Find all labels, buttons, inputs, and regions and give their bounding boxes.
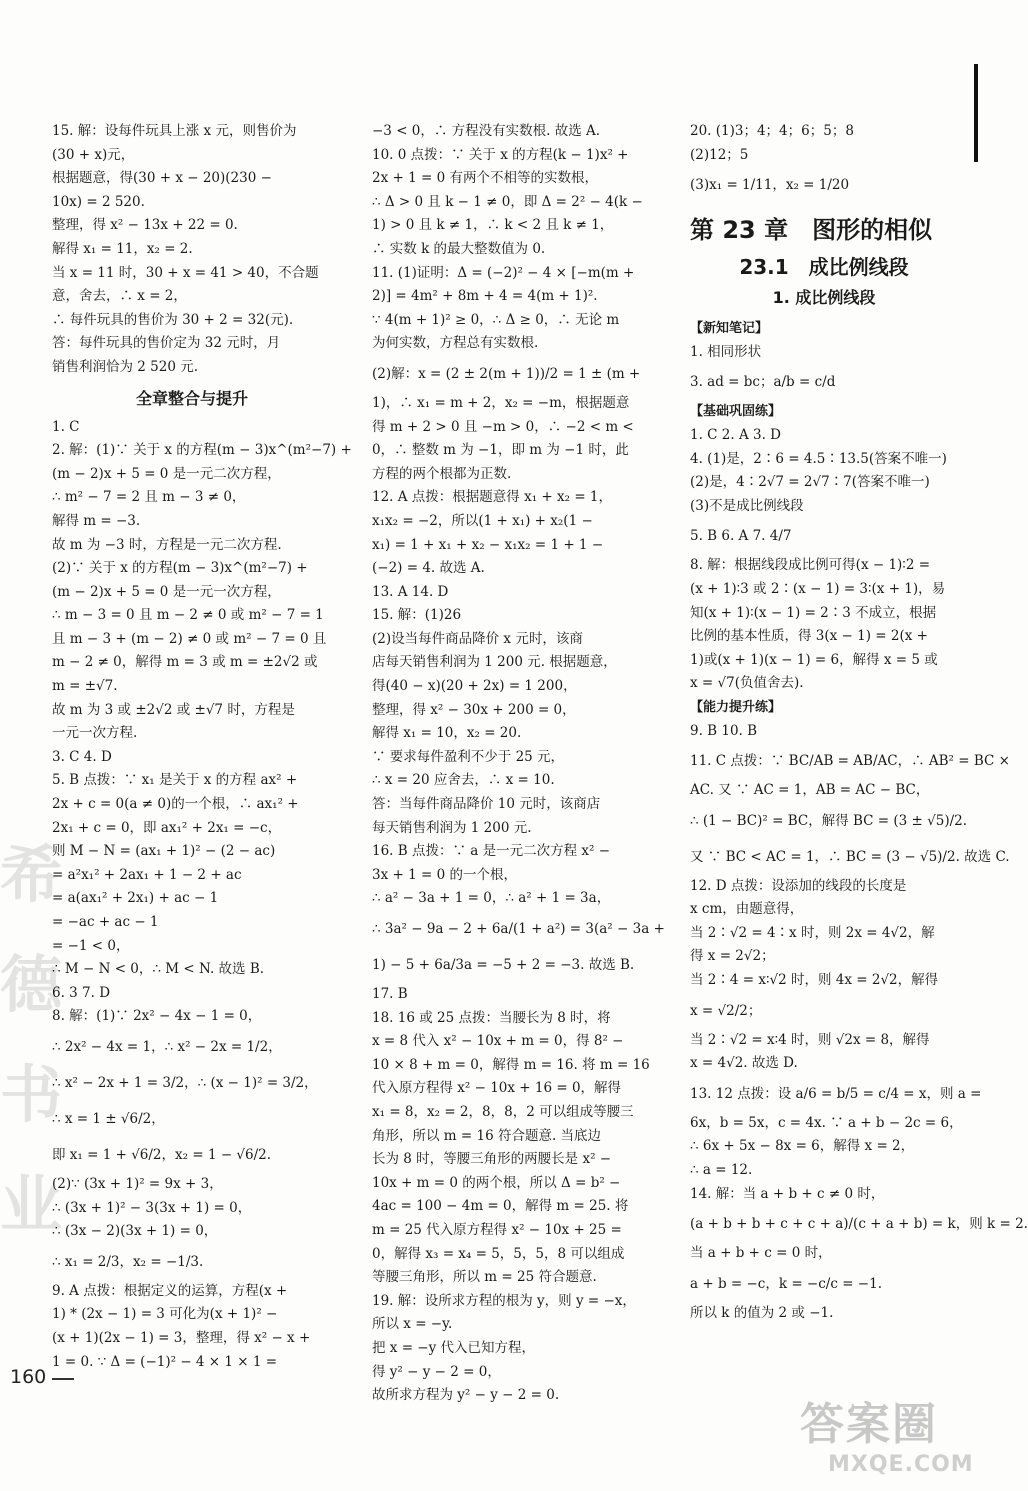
answer-line: 为何实数，方程总有实数根. <box>372 335 539 352</box>
answer-line: 故 m 为 3 或 ±2√2 或 ±√7 时，方程是 <box>52 701 295 718</box>
answer-line: 10x + m = 0 的两个根，所以 Δ = b² − <box>372 1174 621 1191</box>
answer-line: x = 4√2. 故选 D. <box>690 1055 798 1072</box>
answer-line: x₁) = 1 + x₁ + x₂ − x₁x₂ = 1 + 1 − <box>372 536 604 553</box>
answer-line: ∴ x = 1 ± √6/2， <box>52 1110 165 1127</box>
answer-line: 4. (1)是，2∶6 = 4.5∶13.5(答案不唯一) <box>690 450 947 467</box>
answer-line: ∴ m² − 7 = 2 且 m − 3 ≠ 0， <box>52 489 246 506</box>
answer-line: 14. 解：当 a + b + c ≠ 0 时， <box>690 1185 885 1202</box>
answer-line: 一元一次方程. <box>52 725 138 742</box>
answer-line: (2)∵ 关于 x 的方程(m − 3)x^(m²−7) + <box>52 560 308 577</box>
answer-line: (m − 2)x + 5 = 0 是一元二次方程， <box>52 465 281 482</box>
answer-line: 1. C 2. A 3. D <box>690 426 781 443</box>
answer-line: (x + 1)∶3 或 2∶(x − 1) = 3∶(x + 1)，易 <box>690 580 946 597</box>
section-title: 23.1 成比例线段 <box>739 255 909 280</box>
answer-line: 根据题意，得(30 + x − 20)(230 − <box>52 170 272 187</box>
answer-line: ∴ m − 3 = 0 且 m − 2 ≠ 0 或 m² − 7 = 1 <box>52 607 324 624</box>
exercise-tag: 【新知笔记】 <box>690 321 769 337</box>
answer-column-right <box>690 120 1028 1325</box>
answer-line: 0，∴ 整数 m 为 −1，即 m 为 −1 时，此 <box>372 442 629 459</box>
answer-line: ∴ x₁ = 2/3，x₂ = −1/3. <box>52 1253 204 1270</box>
answer-line: ∴ 3a² − 9a − 2 + 6a/(1 + a²) = 3(a² − 3a + <box>372 921 665 937</box>
answer-line: 得 m + 2 > 0 且 −m > 0，∴ −2 < m < <box>372 418 634 435</box>
answer-line: ∴ (3x + 1)² − 3(3x + 1) = 0， <box>52 1199 252 1216</box>
answer-line: = a²x₁² + 2ax₁ + 1 − 2 + ac <box>52 866 242 883</box>
answer-line: ∴ 6x + 5x − 8x = 6，解得 x = 2， <box>690 1138 915 1155</box>
answer-block-23-1 <box>690 317 1028 1325</box>
answer-line: 6x，b = 5x，c = 4x. ∵ a + b − 2c = 6， <box>690 1114 963 1131</box>
page-edge-bar <box>974 64 978 162</box>
answer-line: 解得 x₁ = 10，x₂ = 20. <box>372 725 522 742</box>
answer-line: ∴ x² − 2x + 1 = 3/2，∴ (x − 1)² = 3/2， <box>52 1074 318 1091</box>
answer-line: ∴ 2x² − 4x = 1，∴ x² − 2x = 1/2， <box>52 1038 282 1055</box>
answer-line: 16. B 点拨：∵ a 是一元二次方程 x² − <box>372 843 611 860</box>
answer-line: 故所求方程为 y² − y − 2 = 0. <box>372 1387 560 1404</box>
answer-line: m = ±√7. <box>52 678 118 695</box>
exercise-tag: 【基础巩固练】 <box>690 404 782 420</box>
answer-line: ∵ 要求每件盈利不少于 25 元， <box>372 748 565 765</box>
answer-line: 得 y² − y − 2 = 0， <box>372 1363 501 1380</box>
answer-line: = −1 < 0， <box>52 937 130 954</box>
watermark-char: 业 <box>0 1168 63 1241</box>
answer-line: 得 x = 2√2； <box>690 948 775 965</box>
answer-line: 8. 解：根据线段成比例可得(x − 1)∶2 = <box>690 557 931 574</box>
answer-line: 解得 m = −3. <box>52 512 141 529</box>
answer-line: 5. B 6. A 7. 4/7 <box>690 528 792 545</box>
answer-line: ∴ M − N < 0，∴ M < N. 故选 B. <box>52 961 265 978</box>
answer-line: 10x) = 2 520. <box>52 193 145 210</box>
watermark-url: MXQE.COM <box>828 1452 974 1477</box>
answer-line: 1)或(x + 1)(x − 1) = 6，解得 x = 5 或 <box>690 651 938 668</box>
answer-column-left <box>52 120 352 1374</box>
answer-line: 11. (1)证明：Δ = (−2)² − 4 × [−m(m + <box>372 264 635 281</box>
watermark-char: 书 <box>0 1058 63 1131</box>
answer-line: ∴ (1 − BC)² = BC，解得 BC = (3 ± √5)/2. <box>690 812 968 829</box>
answer-line: 把 x = −y 代入已知方程， <box>372 1339 536 1356</box>
watermark-logo <box>800 1400 990 1482</box>
page-number: 160 <box>10 1366 47 1388</box>
answer-line: x = √2/2； <box>690 1002 762 1019</box>
answer-line: 1) * (2x − 1) = 3 可化为(x + 1)² − <box>52 1306 278 1323</box>
answer-line: (2)∵ (3x + 1)² = 9x + 3， <box>52 1175 223 1192</box>
answer-line: ∴ (3x − 2)(3x + 1) = 0， <box>52 1223 218 1240</box>
answer-line: 当 2∶√2 = 4∶x 时，则 2x = 4√2，解 <box>690 924 935 941</box>
answer-line: (−2) = 4. 故选 A. <box>372 560 485 577</box>
answer-line: 答：每件玩具的售价定为 32 元时，月 <box>52 335 281 352</box>
answer-line: 销售利润恰为 2 520 元. <box>52 358 199 375</box>
answer-line: (x + 1)(2x − 1) = 3，整理，得 x² − x + <box>52 1329 311 1346</box>
answer-line: 19. 解：设所求方程的根为 y，则 y = −x， <box>372 1292 636 1309</box>
answer-line: 5. B 点拨：∵ x₁ 是关于 x 的方程 ax² + <box>52 772 298 789</box>
answer-line: 1)，∴ x₁ = m + 2，x₂ = −m，根据题意 <box>372 394 630 411</box>
answer-line: (30 + x)元， <box>52 146 135 163</box>
answer-line: 9. A 点拨：根据定义的运算，方程(x + <box>52 1282 288 1299</box>
answer-line: (2)是，4∶2√7 = 2√7∶7(答案不唯一) <box>690 474 930 491</box>
answer-line: AC. 又 ∵ AC = 1，AB = AC − BC， <box>690 782 930 799</box>
answer-line: 12. D 点拨：设添加的线段的长度是 <box>690 877 907 894</box>
answer-line: 则 M − N = (ax₁ + 1)² − (2 − ac) <box>52 843 276 860</box>
answer-line: 方程的两个根都为正数. <box>372 465 512 482</box>
answer-line: 所以 k 的值为 2 或 −1. <box>690 1304 834 1321</box>
answer-line: 9. B 10. B <box>690 722 758 739</box>
chapter-title: 第 23 章 图形的相似 <box>690 216 933 245</box>
answer-line: 得(40 − x)(20 + 2x) = 1 200， <box>372 678 577 695</box>
answer-line: ∴ 每件玩具的售价为 30 + 2 = 32(元). <box>52 311 294 328</box>
answer-line: (2)解：x = (2 ± 2(m + 1))/2 = 1 ± (m + <box>372 365 641 382</box>
answer-line: m = 25 代入原方程得 x² − 10x + 25 = <box>372 1221 622 1238</box>
answer-line: 1) − 5 + 6a/3a = −5 + 2 = −3. 故选 B. <box>372 957 635 973</box>
answer-line: 13. 12 点拨：设 a/6 = b/5 = c/4 = x，则 a = <box>690 1085 982 1102</box>
watermark-char: 希 <box>0 838 63 911</box>
answer-line: 1. C <box>52 418 80 435</box>
answer-line: 当 x = 11 时，30 + x = 41 > 40，不合题 <box>52 264 319 281</box>
answer-line: = −ac + ac − 1 <box>52 914 159 930</box>
answer-line: x₁ = 8，x₂ = 2，8，8，2 可以组成等腰三 <box>372 1103 634 1120</box>
answer-line: 即 x₁ = 1 + √6/2，x₂ = 1 − √6/2. <box>52 1146 272 1163</box>
answer-line: 又 ∵ BC < AC = 1，∴ BC = (3 − √5)/2. 故选 C. <box>690 848 1010 865</box>
answer-line: ∴ 实数 k 的最大整数值为 0. <box>372 240 546 257</box>
answer-line: 角形，所以 m = 16 符合题意. 当底边 <box>372 1127 602 1144</box>
answer-line: x = √7(负值舍去). <box>690 675 804 692</box>
answer-line: 6. 3 7. D <box>52 984 111 1001</box>
answer-line: 整理，得 x² − 30x + 200 = 0， <box>372 701 576 718</box>
answer-line: 整理，得 x² − 13x + 22 = 0. <box>52 217 238 234</box>
watermark-char: 德 <box>0 948 63 1021</box>
answer-line: (2)12；5 <box>690 146 749 163</box>
answer-line: (3)不是成比例线段 <box>690 497 804 514</box>
answer-line: 3. C 4. D <box>52 748 112 765</box>
answer-line: 18. 16 或 25 点拨：当腰长为 8 时，将 <box>372 1009 611 1026</box>
answer-line: 3. ad = bc；a/b = c/d <box>690 374 836 391</box>
answer-line: 比例的基本性质，得 3(x − 1) = 2(x + <box>690 628 928 645</box>
answer-line: ∴ a = 12. <box>690 1162 753 1179</box>
answer-line: 当 a + b + c = 0 时， <box>690 1245 832 1262</box>
answer-line: 2x₁ + c = 0，即 ax₁² + 2x₁ = −c， <box>52 819 282 836</box>
subsection-title: 1. 成比例线段 <box>772 288 876 308</box>
answer-line: −3 < 0，∴ 方程没有实数根. 故选 A. <box>372 123 601 139</box>
answer-line: 0，解得 x₃ = x₄ = 5，5，5，8 可以组成 <box>372 1245 625 1262</box>
answer-line: 8. 解：(1)∵ 2x² − 4x − 1 = 0， <box>52 1008 262 1025</box>
answer-line: 长为 8 时，等腰三角形的两腰长是 x² − <box>372 1151 612 1168</box>
answer-line: 店每天销售利润为 1 200 元. 根据题意， <box>372 654 617 671</box>
answer-column-middle <box>372 120 665 1408</box>
section-heading: 全章整合与提升 <box>135 388 248 408</box>
answer-line: 20. (1)3；4；4；6；5；8 <box>690 123 854 139</box>
answer-line: (2)设当每件商品降价 x 元时，该商 <box>372 630 583 647</box>
answer-line: ∵ 4(m + 1)² ≥ 0，∴ Δ ≥ 0，∴ 无论 m <box>372 311 620 328</box>
watermark-logo-text: 答案圈 <box>800 1399 938 1450</box>
answer-line: 1) > 0 且 k ≠ 1，∴ k < 2 且 k ≠ 1， <box>372 217 614 234</box>
answer-line: m − 2 ≠ 0，解得 m = 3 或 m = ±2√2 或 <box>52 654 318 671</box>
answer-line: 解得 x₁ = 11，x₂ = 2. <box>52 240 193 257</box>
answer-line: 故 m 为 −3 时，方程是一元二次方程. <box>52 536 282 553</box>
answer-line: (3)x₁ = 1/11，x₂ = 1/20 <box>690 177 850 194</box>
answer-line: x = 8 代入 x² − 10x + m = 0，得 8² − <box>372 1033 624 1050</box>
answer-line: 答：当每件商品降价 10 元时，该商店 <box>372 796 601 813</box>
answer-line: 2)] = 4m² + 8m + 4 = 4(m + 1)². <box>372 288 598 305</box>
answer-line: ∴ x = 20 应舍去，∴ x = 10. <box>372 772 555 789</box>
answer-line: 当 2∶4 = x∶√2 时，则 4x = 2√2，解得 <box>690 972 939 989</box>
answer-line: 10. 0 点拨：∵ 关于 x 的方程(k − 1)x² + <box>372 146 629 163</box>
exercise-tag: 【能力提升练】 <box>690 699 782 715</box>
answer-line: 11. C 点拨：∵ BC/AB = AB/AC，∴ AB² = BC × <box>690 753 1010 770</box>
answer-line: 每天销售利润为 1 200 元. <box>372 819 532 836</box>
answer-line: 15. 解：(1)26 <box>372 607 462 624</box>
answer-line: (a + b + b + c + c + a)/(c + a + b) = k，则 k = 2. <box>690 1216 1028 1233</box>
answer-line: 2x + 1 = 0 有两个不相等的实数根， <box>372 170 598 187</box>
answer-line: 知(x + 1)∶(x − 1) = 2∶3 不成立，根据 <box>690 604 937 621</box>
answer-line: 1. 相同形状 <box>690 343 762 360</box>
answer-line: 1 = 0. ∵ Δ = (−1)² − 4 × 1 × 1 = <box>52 1353 278 1370</box>
answer-line: = a(ax₁² + 2x₁) + ac − 1 <box>52 890 219 907</box>
answer-line: 所以 x = −y. <box>372 1316 453 1333</box>
answer-line: 当 2∶√2 = x∶4 时，则 √2x = 8，解得 <box>690 1031 930 1048</box>
answer-line: 意，舍去，∴ x = 2， <box>52 288 187 305</box>
answer-line: 4ac = 100 − 4m = 0，解得 m = 25. 将 <box>372 1198 629 1215</box>
answer-line: x cm，由题意得， <box>690 901 804 918</box>
answer-line: x₁x₂ = −2，所以(1 + x₁) + x₂(1 − <box>372 512 593 529</box>
answer-line: 10 × 8 + m = 0，解得 m = 16. 将 m = 16 <box>372 1056 650 1073</box>
answer-block-20 <box>690 120 958 203</box>
answer-line: 3x + 1 = 0 的一个根， <box>372 866 517 883</box>
answer-line: 且 m − 3 + (m − 2) ≠ 0 或 m² − 7 = 0 且 <box>52 630 327 647</box>
answer-line: 12. A 点拨：根据题意得 x₁ + x₂ = 1， <box>372 489 613 506</box>
answer-line: 等腰三角形，所以 m = 25 符合题意. <box>372 1269 597 1286</box>
answer-line: ∴ Δ > 0 且 k − 1 ≠ 0，即 Δ = 2² − 4(k − <box>372 193 643 210</box>
answer-line: a + b = −c，k = −c/c = −1. <box>690 1275 882 1292</box>
answer-line: ∴ a² − 3a + 1 = 0，∴ a² + 1 = 3a， <box>372 890 611 907</box>
answer-line: 17. B <box>372 986 408 1002</box>
answer-line: (m − 2)x + 5 = 0 是一元一次方程， <box>52 583 281 600</box>
page-number-dash <box>52 1378 74 1380</box>
answer-line: 代入原方程得 x² − 10x + 16 = 0，解得 <box>372 1080 622 1097</box>
answer-line: 2. 解：(1)∵ 关于 x 的方程(m − 3)x^(m²−7) + <box>52 442 352 459</box>
answer-line: 15. 解：设每件玩具上涨 x 元，则售价为 <box>52 123 297 139</box>
answer-line: 13. A 14. D <box>372 583 449 600</box>
answer-line: 2x + c = 0(a ≠ 0)的一个根，∴ ax₁² + <box>52 796 299 813</box>
